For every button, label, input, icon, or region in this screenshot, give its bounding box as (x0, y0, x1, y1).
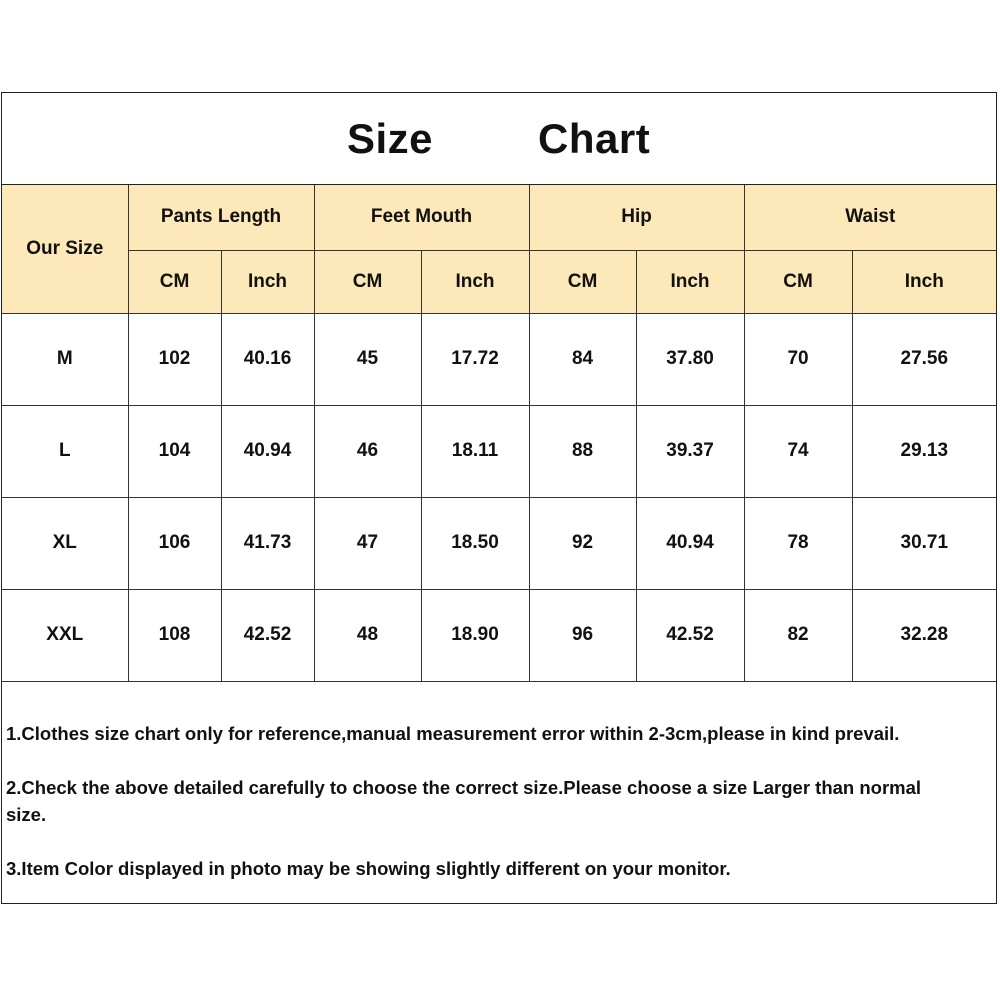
table-cell: 29.13 (852, 405, 996, 497)
table-cell: 104 (128, 405, 221, 497)
table-cell: 42.52 (636, 589, 744, 681)
header-our-size: Our Size (2, 185, 128, 313)
table-cell: 18.11 (421, 405, 529, 497)
table-cell: 48 (314, 589, 421, 681)
header-pants-length: Pants Length (128, 185, 314, 250)
header-row-groups (2, 185, 996, 250)
header-row-units (2, 250, 996, 313)
unit-header: CM (529, 250, 636, 313)
table-cell: 47 (314, 497, 421, 589)
table-cell: 40.94 (221, 405, 314, 497)
unit-header: Inch (421, 250, 529, 313)
note-2: 2.Check the above detailed carefully to choose the correct size.Please choose a size Larger than normal size. (6, 777, 922, 825)
table-cell: 46 (314, 405, 421, 497)
table-cell: 82 (744, 589, 852, 681)
size-label: XXL (2, 589, 128, 681)
table-cell: 45 (314, 313, 421, 405)
note-1: 1.Clothes size chart only for reference,manual measurement error within 2-3cm,please in kind prevail. (6, 723, 900, 744)
header-hip: Hip (529, 185, 744, 250)
unit-header: CM (128, 250, 221, 313)
unit-header: CM (744, 250, 852, 313)
note-3: 3.Item Color displayed in photo may be showing slightly different on your monitor. (6, 858, 731, 879)
chart-title-word-2: Chart (538, 115, 651, 162)
size-table (2, 185, 996, 682)
chart-title-word-1: Size (347, 115, 434, 162)
unit-header: Inch (852, 250, 996, 313)
table-cell: 18.50 (421, 497, 529, 589)
table-cell: 18.90 (421, 589, 529, 681)
unit-header: CM (314, 250, 421, 313)
table-row (2, 405, 996, 497)
table-cell: 70 (744, 313, 852, 405)
header-waist: Waist (744, 185, 996, 250)
table-row (2, 313, 996, 405)
table-row (2, 589, 996, 681)
table-cell: 32.28 (852, 589, 996, 681)
table-cell: 78 (744, 497, 852, 589)
table-cell: 102 (128, 313, 221, 405)
table-cell: 17.72 (421, 313, 529, 405)
title-row (2, 93, 996, 185)
size-label: M (2, 313, 128, 405)
size-chart-frame (1, 92, 997, 904)
table-cell: 96 (529, 589, 636, 681)
table-cell: 39.37 (636, 405, 744, 497)
unit-header: Inch (221, 250, 314, 313)
table-cell: 106 (128, 497, 221, 589)
table-cell: 84 (529, 313, 636, 405)
table-cell: 88 (529, 405, 636, 497)
table-row (2, 497, 996, 589)
header-feet-mouth: Feet Mouth (314, 185, 529, 250)
table-cell: 40.94 (636, 497, 744, 589)
table-cell: 40.16 (221, 313, 314, 405)
table-cell: 42.52 (221, 589, 314, 681)
size-label: L (2, 405, 128, 497)
table-cell: 27.56 (852, 313, 996, 405)
table-cell: 41.73 (221, 497, 314, 589)
table-cell: 30.71 (852, 497, 996, 589)
size-label: XL (2, 497, 128, 589)
table-cell: 92 (529, 497, 636, 589)
table-cell: 108 (128, 589, 221, 681)
table-cell: 37.80 (636, 313, 744, 405)
unit-header: Inch (636, 250, 744, 313)
table-cell: 74 (744, 405, 852, 497)
